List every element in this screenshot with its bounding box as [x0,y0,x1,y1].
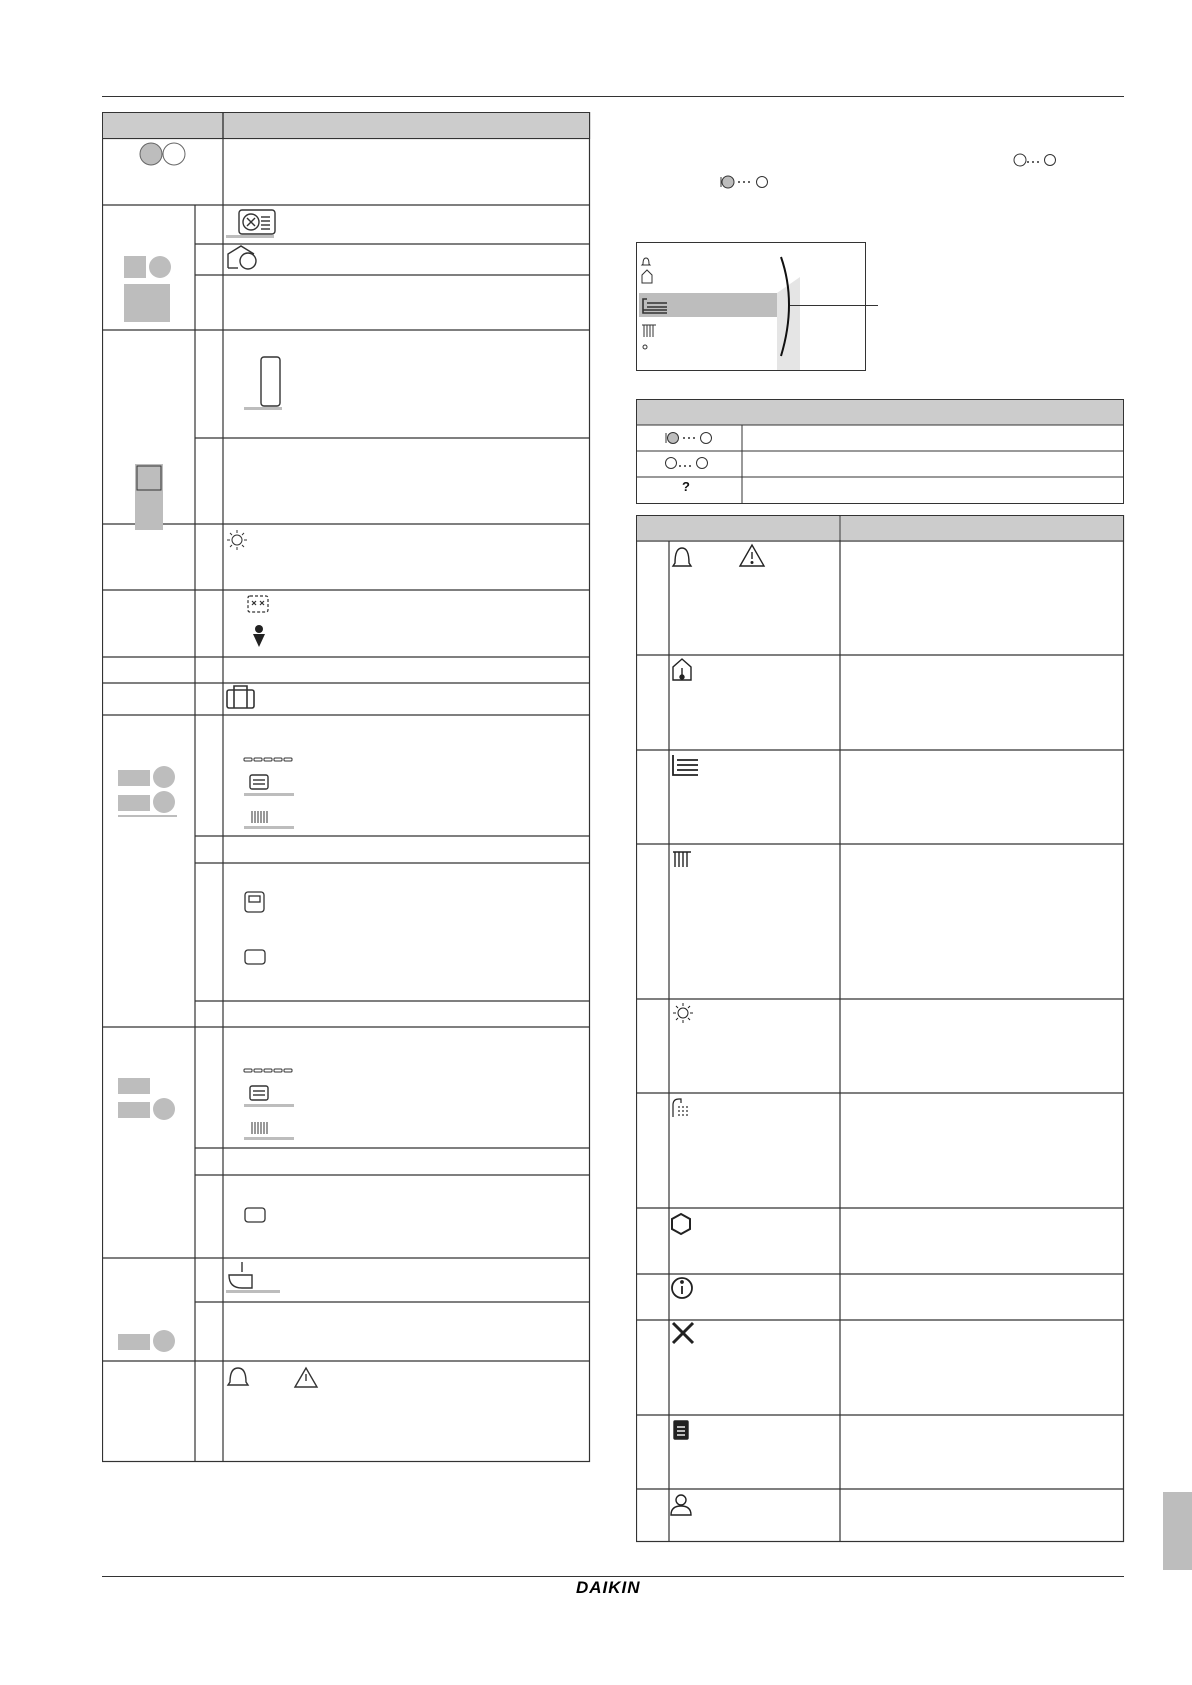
left-table-grid [102,112,592,1464]
status-led-icon [140,143,185,165]
tools-icon [673,1323,693,1343]
faucet-icon [229,1262,252,1288]
sun-small-icon [227,530,247,550]
thermostat-icon [245,892,264,912]
house-comfort-icon [228,246,256,269]
shower-icon [673,1099,688,1117]
brand-logo: DAIKIN [576,1578,641,1597]
header-rule [102,96,1124,97]
left-table [102,112,590,1462]
heat-panel-icon [250,775,268,789]
dashes-icon [244,758,292,761]
tank-icon [261,357,280,406]
remote-icon-2 [245,1208,265,1222]
remote-icon [245,950,265,964]
house-thermometer-icon [673,659,691,680]
person-flow-icon [253,625,265,647]
radiator-small-icon-2 [252,1122,267,1134]
clipboard-icon [674,1421,688,1439]
user-icon [671,1495,691,1515]
sun-snow-icon [673,1003,693,1023]
dashes-icon-2 [244,1069,292,1072]
info-icon [672,1278,692,1298]
help-icon: ? [682,479,690,494]
underfloor-heating-icon [673,755,698,775]
navigate-pointer-icon [718,174,770,190]
warning-icon [740,545,764,566]
heat-panel-icon-2 [250,1086,268,1100]
section-tab [1163,1492,1192,1570]
bell-icon [673,548,691,566]
touch-pointer-icon [1012,152,1058,168]
menu-icon-table [636,515,1124,1543]
suitcase-icon [227,686,254,708]
legend-table [636,399,1124,504]
heat-pump-icon [239,210,275,234]
radiator-small-icon [252,811,267,823]
screen-mockup [636,242,866,371]
error-face-icon [248,596,268,612]
radiator-icon [673,852,691,867]
bell-warning-icon [228,1368,317,1387]
footer-rule [102,1576,1124,1577]
hexagon-icon [672,1214,690,1234]
screen-callout-line [790,305,878,306]
